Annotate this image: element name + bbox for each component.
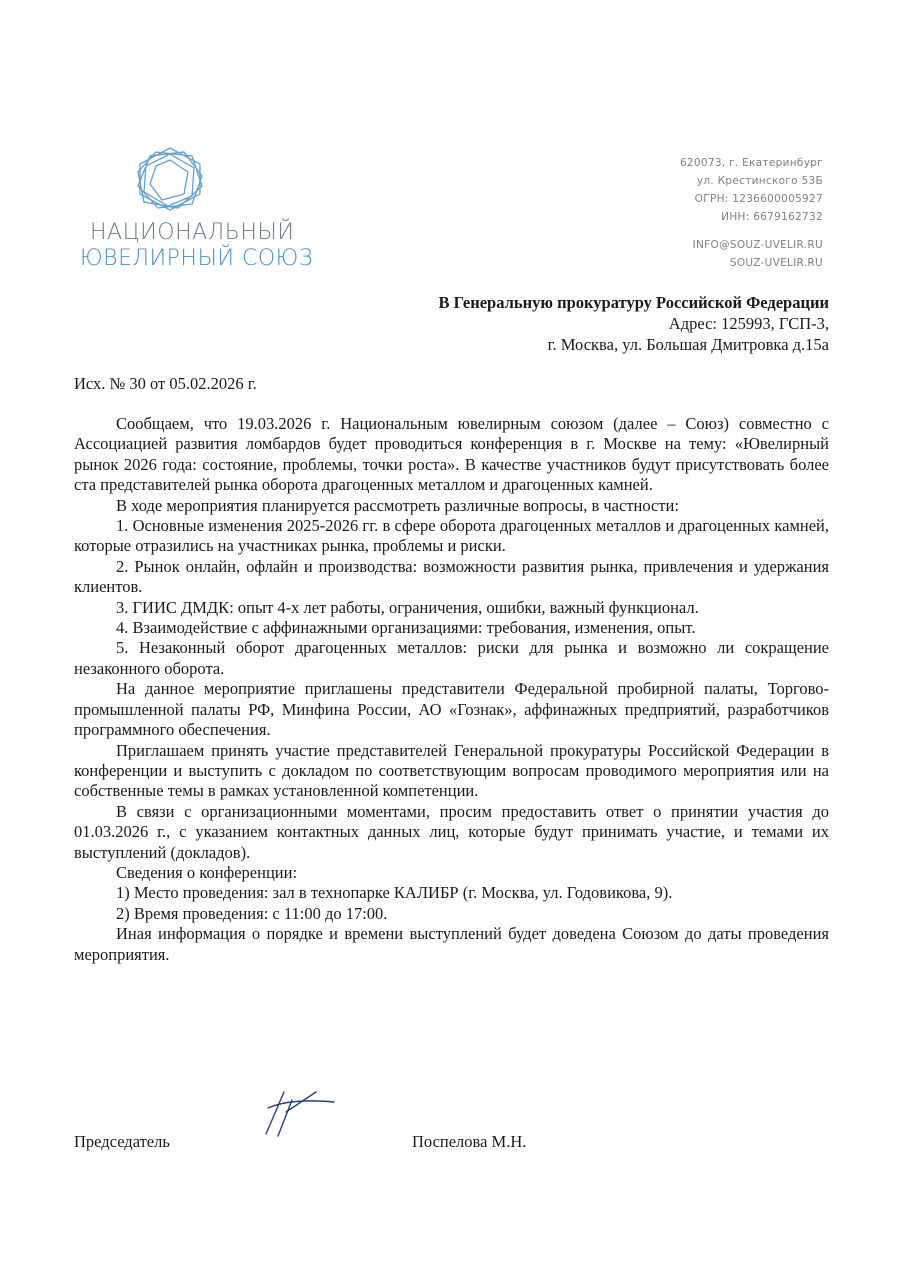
org-name-line1: НАЦИОНАЛЬНЫЙ: [90, 220, 295, 245]
body-paragraph: На данное мероприятие приглашены представители Федеральной пробирной палаты, Торгово-промышленной палаты РФ, Минфина России, АО «Гознак», аффинажных предприятий, разработчиков программного обеспечения.: [74, 679, 829, 740]
addressee-address-line1: Адрес: 125993, ГСП-3,: [668, 314, 829, 333]
body-paragraph: В ходе мероприятия планируется рассмотреть различные вопросы, в частности:: [116, 495, 679, 515]
body-paragraph: 5. Незаконный оборот драгоценных металлов: риски для рынка и возможно ли сокращение незаконного оборота.: [74, 638, 829, 678]
contact-street: ул. Крестинского 53Б: [696, 175, 823, 187]
addressee-name: В Генеральную прокуратуру Российской Федерации: [438, 293, 829, 312]
body-paragraph: Сообщаем, что 19.03.2026 г. Национальным ювелирным союзом (далее – Союз) совместно с Ассоциацией развития ломбардов будет проводиться конференция в г. Москве на тему: «Ювелирный рынок 2026 года: состояние, проблемы, точки роста». В качестве участников будут присутствовать более ста представителей рынка оборота драгоценных металлом и драгоценных камней.: [74, 414, 829, 495]
letterhead-contacts: [680, 154, 823, 272]
contact-site: SOUZ-UVELIR.RU: [729, 257, 823, 269]
hexagonal-crystal-logo-icon: [134, 146, 206, 212]
body-paragraph: Иная информация о порядке и времени выступлений будет доведена Союзом до даты проведения мероприятия.: [74, 924, 829, 964]
contact-inn: ИНН: 6679162732: [721, 211, 823, 223]
body-paragraph: 2. Рынок онлайн, офлайн и производства: возможности развития рынка, привлечения и удержания клиентов.: [74, 556, 829, 597]
body-paragraph: Сведения о конференции:: [116, 862, 298, 882]
org-logo: [78, 146, 314, 272]
body-paragraph: 3. ГИИС ДМДК: опыт 4-х лет работы, ограничения, ошибки, важный функционал.: [116, 597, 699, 617]
body-paragraph: 1) Место проведения: зал в технопарке КАЛИБР (г. Москва, ул. Годовикова, 9).: [116, 883, 673, 903]
org-name-line2: ЮВЕЛИРНЫЙ СОЮЗ: [80, 246, 314, 271]
signer-role: Председатель: [74, 1132, 170, 1151]
addressee-block: [439, 292, 829, 355]
body-paragraph: 2) Время проведения: с 11:00 до 17:00.: [116, 903, 388, 923]
signer-name: Поспелова М.Н.: [412, 1132, 527, 1151]
contact-postal: 620073, г. Екатеринбург: [679, 157, 823, 169]
body-paragraph: Приглашаем принять участие представителей Генеральной прокуратуры Российской Федерации в конференции и выступить с докладом по соответствующим вопросам проводимого мероприятия или на собственные темы в рамках установленной компетенции.: [74, 740, 829, 801]
handwritten-signature: [256, 1086, 340, 1142]
body-paragraph: 4. Взаимодействие с аффинажными организациями: требования, изменения, опыт.: [116, 618, 696, 638]
body-paragraph: В связи с организационными моментами, просим предоставить ответ о принятии участия до 01.03.2026 г., с указанием контактных данных лиц, которые будут принимать участие, и темами их выступлений (докладов).: [74, 801, 829, 862]
contact-email: INFO@SOUZ-UVELIR.RU: [692, 239, 823, 251]
body-paragraph: 1. Основные изменения 2025-2026 гг. в сфере оборота драгоценных металлов и драгоценных камней, которые отразились на участниках рынка, проблемы и риски.: [74, 516, 829, 556]
contact-ogrn: ОГРН: 1236600005927: [694, 193, 823, 205]
outgoing-number: Исх. № 30 от 05.02.2026 г.: [74, 374, 257, 393]
letter-body: [74, 414, 829, 965]
addressee-address-line2: г. Москва, ул. Большая Дмитровка д.15а: [547, 335, 829, 354]
